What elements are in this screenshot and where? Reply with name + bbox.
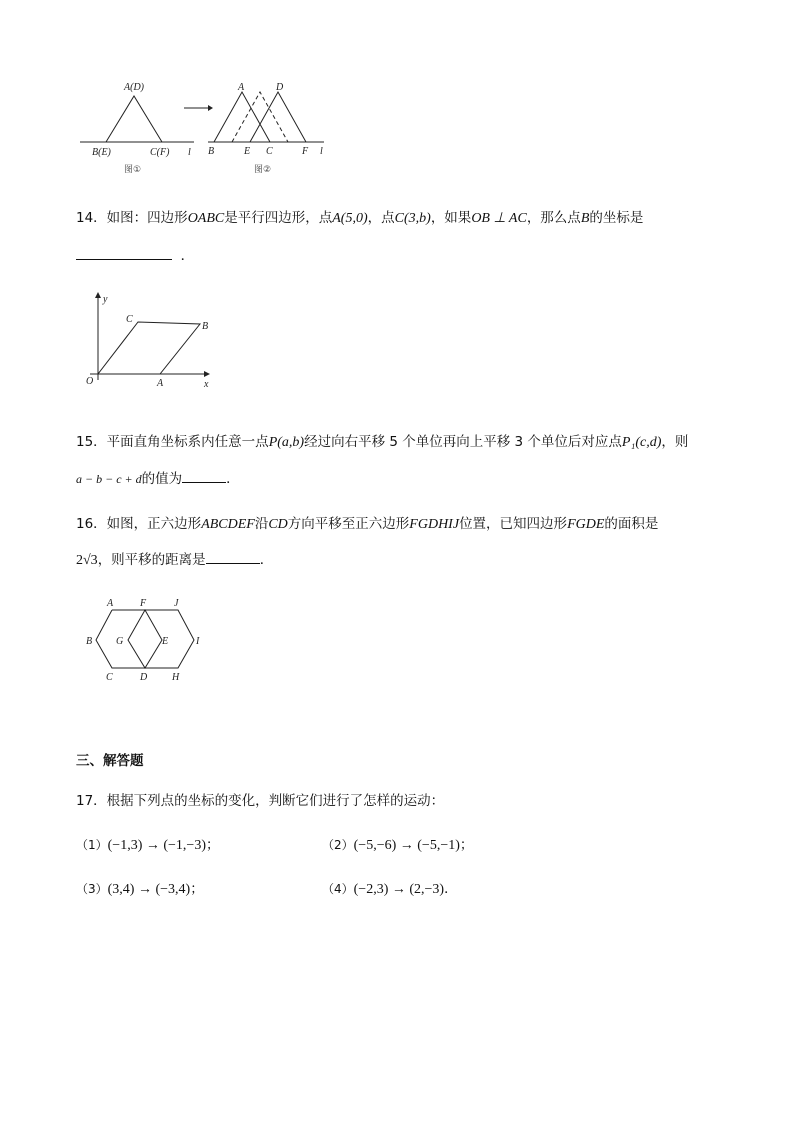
fig2-triangle-dashed (232, 92, 288, 142)
q14-answer-blank[interactable] (76, 247, 172, 260)
q17-stem: 17．根据下列点的坐标的变化，判断它们进行了怎样的运动： (76, 793, 445, 809)
hex-label-J: J (174, 598, 179, 609)
q17-item-1: （1）(−1,3) → (−1,−3)； (76, 837, 220, 853)
parallelogram-figure (80, 290, 220, 394)
axis-x-label: x (204, 379, 209, 390)
fig2-label-A: A (238, 82, 245, 93)
hexagon-outline (96, 610, 194, 668)
q17-item-4: （4）(−2,3) → (2,−3)． (322, 881, 458, 897)
y-axis-arrow (95, 292, 101, 298)
q16-text-2: 2√3，则平移的距离是 ． (76, 552, 274, 568)
fig1-line-label: l (188, 147, 191, 158)
hex-label-I: I (196, 636, 200, 647)
hex-label-A: A (107, 598, 114, 609)
section-heading: 三、解答题 (76, 753, 144, 769)
q17-item-3: （3）(3,4) → (−3,4)； (76, 881, 204, 897)
q14-answer-line: ． (76, 244, 194, 264)
fig1-right-label: C(F) (150, 147, 170, 158)
fig2-label-E: E (244, 146, 251, 157)
hex-label-G: G (116, 636, 124, 647)
translation-figure (76, 76, 346, 180)
fig1-caption: 图① (124, 165, 142, 175)
q16-answer-blank[interactable] (206, 551, 260, 564)
x-axis-arrow (204, 371, 210, 377)
point-O-label: O (86, 376, 94, 387)
point-C-label: C (126, 314, 133, 325)
hex-label-D: D (140, 672, 148, 683)
q14-text: 14．如图：四边形OABC是平行四边形，点A(5,0)，点C(3,b)，如果OB ⊥ AC，那么点B的坐标是 (76, 210, 644, 226)
rhombus-fgde (128, 610, 162, 668)
fig2-label-D: D (276, 82, 284, 93)
fig2-label-F: F (302, 146, 309, 157)
fig2-triangle-def (250, 92, 306, 142)
fig2-caption: 图② (254, 165, 272, 175)
q16-text: 16．如图，正六边形ABCDEF沿CD方向平移至正六边形FGDHIJ位置，已知四边形FGDE的面积是 (76, 516, 659, 532)
axis-y-label: y (103, 294, 108, 305)
fig2-line-label: l (320, 146, 323, 157)
fig2-label-B: B (208, 146, 215, 157)
point-B-label: B (202, 321, 209, 332)
hex-label-H: H (172, 672, 180, 683)
fig1-apex-label: A(D) (124, 82, 144, 93)
q15-answer-blank[interactable] (182, 470, 226, 483)
hexagon-figure (80, 596, 220, 686)
parallelogram-oabc (98, 322, 200, 374)
fig1-triangle (106, 96, 162, 142)
hex-label-E: E (162, 636, 169, 647)
hex-label-F: F (140, 598, 147, 609)
fig2-triangle-abc (214, 92, 270, 142)
hex-label-C: C (106, 672, 113, 683)
q15-text: 15．平面直角坐标系内任意一点P(a,b)经过向右平移 5 个单位再向上平移 3 个单位后对应点P₁(c,d)，则 (76, 434, 689, 450)
point-A-label: A (157, 378, 164, 389)
fig2-label-C: C (266, 146, 273, 157)
q17-item-2: （2）(−5,−6) → (−5,−1)； (322, 837, 474, 853)
arrow-head (208, 105, 213, 111)
q15-text-2: a − b − c + d的值为 ． (76, 471, 240, 487)
hex-label-B: B (86, 636, 93, 647)
fig1-left-label: B(E) (92, 147, 111, 158)
